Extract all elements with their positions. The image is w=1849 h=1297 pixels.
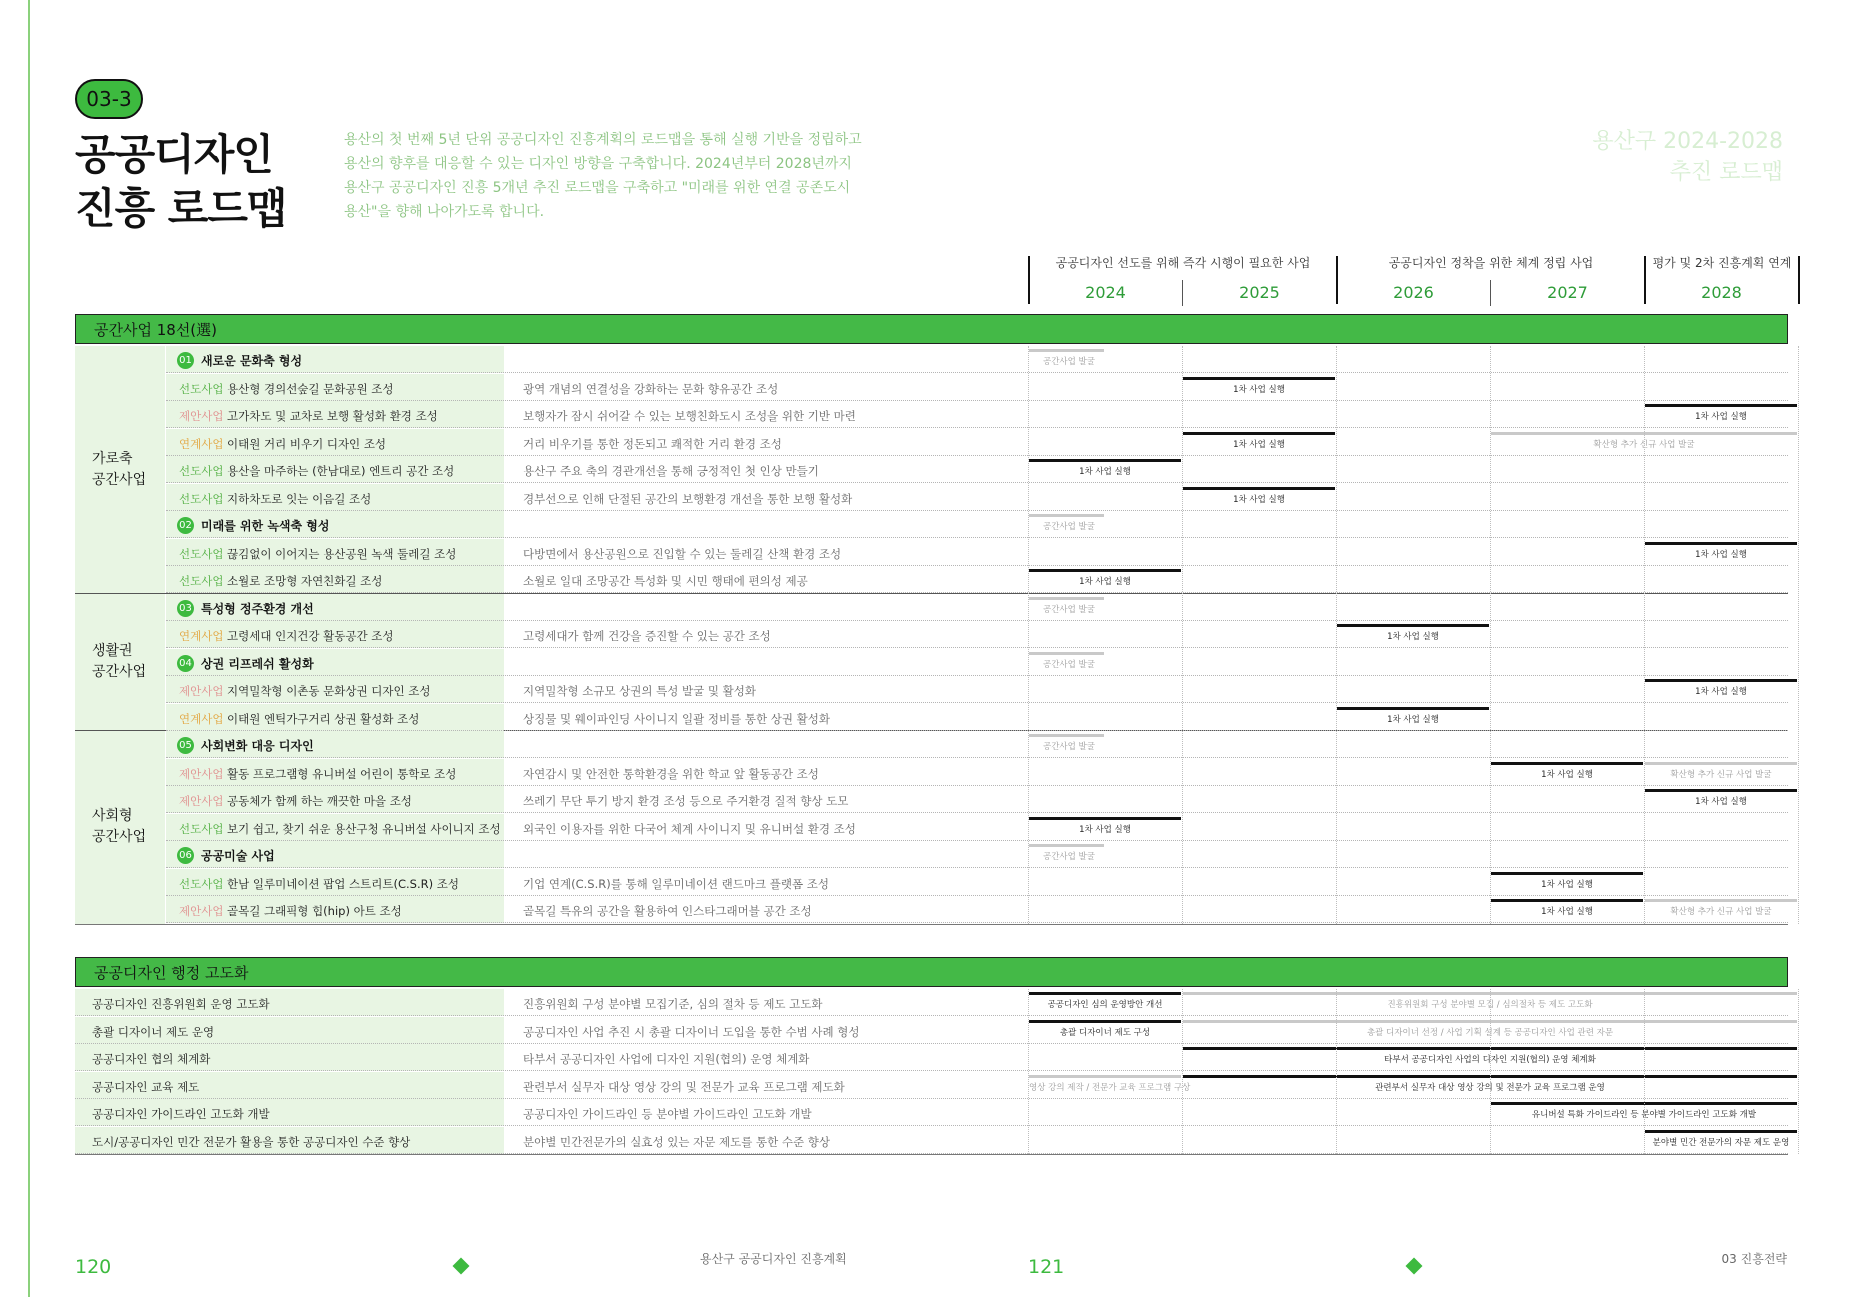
project-description: 용산구 주요 축의 경관개선을 통해 긍정적인 첫 인상 만들기 [523, 464, 819, 478]
group-label-line: 공간사업 [92, 829, 147, 846]
admin-item-name: 공공디자인 교육 제도 [92, 1079, 200, 1094]
timeline-bar [1029, 734, 1104, 737]
phase-divider [1798, 256, 1800, 304]
project-name: 한남 일루미네이션 팝업 스트리트(C.S.R) 조성 [227, 876, 459, 891]
year-grid-line [1028, 346, 1029, 924]
admin-item-description: 공공디자인 사업 추진 시 총괄 디자이너 도입을 통한 수범 사례 형성 [523, 1024, 860, 1039]
project-description: 자연감시 및 안전한 통학환경을 위한 학교 앞 활동공간 조성 [523, 766, 819, 781]
admin-item-name: 총괄 디자이너 제도 운영 [92, 1024, 215, 1039]
group-label-line: 사회형 [92, 808, 133, 825]
project-type: 선도사업 [179, 464, 224, 478]
admin-item-name: 공공디자인 가이드라인 고도화 개발 [92, 1107, 270, 1121]
project-type: 제안사업 [179, 904, 224, 918]
project-row [166, 401, 1788, 428]
year-grid-line [1336, 989, 1337, 1154]
category-row [166, 731, 1788, 758]
year-label: 2024 [1085, 283, 1126, 302]
timeline-bar [1029, 1020, 1181, 1023]
timeline-bar [1491, 762, 1643, 765]
category-row [166, 649, 1788, 676]
timeline-bar-label: 관련부서 실무자 대상 영상 강의 및 전문가 교육 프로그램 운영 [1375, 1082, 1605, 1093]
section-badge: 03-3 [75, 79, 143, 119]
year-grid-line [1182, 346, 1183, 924]
project-name: 고가차도 및 교차로 보행 활성화 환경 조성 [227, 409, 438, 423]
section-header-admin: 공공디자인 행정 고도화 [75, 957, 1788, 987]
group-label-text [92, 449, 146, 491]
project-type: 제안사업 [179, 794, 224, 808]
side-title-line: 추진 로드맵 [1669, 160, 1783, 185]
timeline-bar-label: 1차 사업 실행 [1541, 907, 1593, 917]
timeline-bar-label: 1차 사업 실행 [1233, 494, 1285, 505]
category-number: 05 [177, 737, 194, 754]
timeline-bar [1029, 817, 1181, 820]
year-grid-line [1798, 989, 1799, 1154]
timeline-bar-label: 총괄 디자이너 선정 / 사업 기획 설계 등 공공디자인 사업 관련 자문 [1366, 1027, 1614, 1038]
timeline-bar [1645, 899, 1797, 902]
project-description: 광역 개념의 연결성을 강화하는 문화 향유공간 조성 [523, 381, 779, 396]
section-header-spatial: 공간사업 18선(選) [75, 314, 1788, 344]
intro-line: 용산의 향후를 대응할 수 있는 디자인 방향을 구축합니다. 2024년부터 2028년까지 [344, 156, 852, 172]
admin-item-description: 분야별 민간전문가의 실효성 있는 자문 제도를 통한 수준 향상 [523, 1134, 830, 1149]
timeline-bar [1337, 624, 1489, 627]
timeline-bar-label: 1차 사업 실행 [1233, 439, 1285, 450]
timeline-bar-label: 1차 사업 실행 [1541, 879, 1593, 890]
timeline-bar-label: 총괄 디자이너 제도 구성 [1059, 1027, 1151, 1038]
project-description: 쓰레기 무단 투기 방지 환경 조성 등으로 주거환경 질적 향상 도모 [523, 794, 849, 808]
timeline-bar-label: 유니버설 특화 가이드라인 등 분야별 가이드라인 고도화 개발 [1531, 1110, 1757, 1120]
year-grid-line [1644, 989, 1645, 1154]
admin-item-description: 공공디자인 가이드라인 등 분야별 가이드라인 고도화 개발 [523, 1107, 812, 1121]
timeline-bar [1645, 404, 1797, 407]
group-label-line: 생활권 [92, 643, 133, 660]
year-label: 2027 [1547, 283, 1588, 302]
project-row [166, 814, 1788, 841]
project-name: 보기 쉽고, 찾기 쉬운 용산구청 유니버설 사이니지 조성 [227, 821, 501, 836]
project-description: 기업 연계(C.S.R)를 통해 일루미네이션 랜드마크 플랫폼 조성 [523, 876, 829, 891]
project-type: 선도사업 [179, 876, 224, 891]
category-number: 03 [177, 600, 194, 617]
timeline-bar [1183, 432, 1335, 435]
project-name: 활동 프로그램형 유니버설 어린이 통학로 조성 [227, 766, 457, 781]
intro-line: 용산구 공공디자인 진흥 5개년 추진 로드맵을 구축하고 "미래를 위한 연결 공존도시 [344, 180, 851, 196]
timeline-bar-label: 1차 사업 실행 [1695, 412, 1747, 422]
timeline-bar [1029, 514, 1104, 517]
group-label [75, 346, 165, 594]
timeline-bar-label: 1차 사업 실행 [1695, 687, 1747, 697]
timeline-bar-label: 확산형 추가 신규 사업 발굴 [1670, 907, 1772, 917]
group-label-text [92, 641, 146, 683]
phase-label: 공공디자인 정착을 위한 체계 정립 사업 [1388, 256, 1594, 270]
year-grid-line [1028, 989, 1029, 1154]
project-type: 선도사업 [179, 491, 224, 506]
admin-item-description: 타부서 공공디자인 사업에 디자인 지원(협의) 운영 체계화 [523, 1052, 810, 1066]
timeline-bar [1029, 459, 1181, 462]
project-type: 제안사업 [179, 684, 224, 698]
page-number-right: 121 [1028, 1256, 1065, 1278]
project-name: 골목길 그래픽형 힙(hip) 아트 조성 [227, 904, 402, 918]
project-description: 다방면에서 용산공원으로 진입할 수 있는 둘레길 산책 환경 조성 [523, 546, 842, 561]
project-name: 공동체가 함께 하는 깨끗한 마을 조성 [227, 794, 412, 808]
timeline-bar-label: 1차 사업 실행 [1387, 714, 1439, 725]
category-title: 특성형 정주환경 개선 [201, 601, 314, 616]
timeline-bar-label: 확산형 추가 신규 사업 발굴 [1670, 769, 1772, 780]
timeline-bar-label: 공공디자인 심의 운영방안 개선 [1047, 1000, 1163, 1010]
diamond-icon [453, 1258, 470, 1275]
footer-chapter: 03 진흥전략 [1721, 1252, 1787, 1266]
timeline-bar-label: 진흥위원회 구성 분야별 모집 / 심의절차 등 제도 고도화 [1387, 1000, 1593, 1010]
year-divider [1490, 280, 1491, 306]
intro-line: 용산"을 향해 나아가도록 합니다. [344, 204, 545, 220]
timeline-bar-label: 1차 사업 실행 [1387, 632, 1439, 642]
timeline-bar-label: 공간사업 발굴 [1043, 742, 1095, 752]
project-description: 경부선으로 인해 단절된 공간의 보행환경 개선을 통한 보행 활성화 [523, 491, 853, 506]
timeline-bar-label: 공간사업 발굴 [1043, 659, 1095, 670]
timeline-bar [1183, 377, 1335, 380]
project-type: 연계사업 [179, 629, 224, 643]
year-grid-line [1182, 989, 1183, 1154]
year-grid-line [1490, 989, 1491, 1154]
category-row [166, 346, 1788, 373]
timeline-bar-label: 1차 사업 실행 [1079, 467, 1131, 477]
timeline-bar-label: 타부서 공공디자인 사업의 디자인 지원(협의) 운영 체계화 [1384, 1055, 1596, 1065]
project-type: 선도사업 [179, 574, 224, 588]
project-name: 용산형 경의선숲길 문화공원 조성 [227, 381, 394, 396]
year-grid-line [1798, 346, 1799, 924]
project-description: 상징물 및 웨이파인딩 사이니지 일괄 정비를 통한 상권 활성화 [523, 711, 830, 726]
admin-item-name: 공공디자인 진흥위원회 운영 고도화 [92, 997, 270, 1011]
year-grid-line [1490, 346, 1491, 924]
project-row [166, 621, 1788, 648]
timeline-bar [1491, 899, 1643, 902]
side-title [1592, 126, 1783, 188]
side-title-line: 용산구 2024-2028 [1592, 129, 1783, 154]
timeline-bar [1645, 789, 1797, 792]
year-label: 2025 [1239, 283, 1280, 302]
timeline-bar [1029, 844, 1104, 847]
phase-label: 공공디자인 선도를 위해 즉각 시행이 필요한 사업 [1055, 256, 1311, 270]
group-label-text [92, 806, 146, 848]
timeline-bar [1029, 349, 1104, 352]
project-name: 이태원 엔틱가구거리 상권 활성화 조성 [227, 711, 420, 726]
category-number: 01 [177, 352, 194, 369]
category-title: 새로운 문화축 형성 [201, 354, 303, 368]
category-row [166, 511, 1788, 538]
category-number: 06 [177, 847, 194, 864]
project-type: 제안사업 [179, 409, 224, 423]
diamond-icon [1406, 1258, 1423, 1275]
timeline-bar [1029, 1075, 1181, 1078]
project-row [166, 484, 1788, 511]
group-label-line: 공간사업 [92, 471, 147, 488]
page-title-line-1: 공공디자인 [75, 130, 273, 179]
project-name: 이태원 거리 비우기 디자인 조성 [227, 436, 387, 451]
page-number-left: 120 [75, 1256, 112, 1278]
timeline-bar-label: 1차 사업 실행 [1695, 549, 1747, 560]
category-number: 02 [177, 517, 194, 534]
section-bottom-rule [75, 1154, 1788, 1155]
project-description: 보행자가 잠시 쉬어갈 수 있는 보행친화도시 조성을 위한 기반 마련 [523, 409, 856, 423]
page-title-line-2: 진흥 로드맵 [75, 184, 287, 233]
admin-item-name: 도시/공공디자인 민간 전문가 활용을 통한 공공디자인 수준 향상 [92, 1134, 411, 1149]
intro-text [344, 128, 864, 224]
project-name: 지하차도로 잇는 이음길 조성 [227, 491, 372, 506]
timeline-bar [1337, 707, 1489, 710]
project-type: 연계사업 [179, 436, 224, 451]
page-title [75, 128, 315, 236]
timeline-bar-label: 분야별 민간 전문가의 자문 제도 운영 [1652, 1137, 1790, 1148]
project-row [166, 566, 1788, 593]
footer-doc-title: 용산구 공공디자인 진흥계획 [700, 1252, 847, 1266]
project-type: 선도사업 [179, 381, 224, 396]
timeline-bar [1029, 569, 1181, 572]
timeline-bar-label: 1차 사업 실행 [1695, 797, 1747, 807]
timeline-bar [1029, 992, 1181, 995]
timeline-bar-label: 1차 사업 실행 [1233, 384, 1285, 395]
project-row [166, 704, 1788, 731]
timeline-bar [1645, 542, 1797, 545]
project-type: 선도사업 [179, 546, 224, 561]
year-label: 2028 [1701, 283, 1742, 302]
group-label [75, 594, 165, 732]
timeline-bar-label: 영상 강의 제작 / 전문가 교육 프로그램 구상 [1029, 1082, 1191, 1093]
group-label-line: 가로축 [92, 450, 133, 467]
timeline-bar-label: 확산형 추가 신규 사업 발굴 [1593, 439, 1695, 450]
project-type: 연계사업 [179, 711, 224, 726]
project-name: 지역밀착형 이촌동 문화상권 디자인 조성 [227, 684, 431, 698]
project-description: 거리 비우기를 통한 정돈되고 쾌적한 거리 환경 조성 [523, 436, 782, 451]
admin-item-name: 공공디자인 협의 체계화 [92, 1052, 211, 1066]
project-name: 용산을 마주하는 (한남대로) 엔트리 공간 조성 [227, 464, 455, 478]
category-number: 04 [177, 655, 194, 672]
category-title: 공공미술 사업 [201, 849, 275, 863]
project-type: 제안사업 [179, 766, 224, 781]
project-row [166, 676, 1788, 703]
project-description: 지역밀착형 소규모 상권의 특성 발굴 및 활성화 [523, 684, 757, 698]
timeline-bar-label: 공간사업 발굴 [1043, 357, 1095, 367]
timeline-bar-label: 1차 사업 실행 [1541, 769, 1593, 780]
timeline-bar [1029, 652, 1104, 655]
timeline-bar-label: 공간사업 발굴 [1043, 522, 1095, 532]
category-row [166, 594, 1788, 621]
project-name: 고령세대 인지건강 활동공간 조성 [227, 629, 394, 643]
phase-label: 평가 및 2차 진흥계획 연계 [1652, 256, 1792, 270]
project-name: 끊김없이 이어지는 용산공원 녹색 둘레길 조성 [227, 546, 457, 561]
category-title: 미래를 위한 녹색축 형성 [201, 519, 330, 533]
project-row [166, 786, 1788, 813]
group-label-line: 공간사업 [92, 664, 147, 681]
category-row [166, 841, 1788, 868]
intro-line: 용산의 첫 번째 5년 단위 공공디자인 진흥계획의 로드맵을 통해 실행 기반을 정립하고 [344, 132, 862, 148]
timeline-bar [1029, 597, 1104, 600]
project-row [166, 539, 1788, 566]
year-grid-line [1336, 346, 1337, 924]
project-row [166, 456, 1788, 483]
left-margin-rule [28, 0, 30, 1297]
category-title: 사회변화 대응 디자인 [201, 739, 314, 753]
timeline-bar-label: 공간사업 발굴 [1043, 604, 1095, 615]
project-type: 선도사업 [179, 821, 224, 836]
year-divider [1182, 280, 1183, 306]
admin-item-description: 진흥위원회 구성 분야별 모집기준, 심의 절차 등 제도 고도화 [523, 997, 823, 1011]
project-name: 소월로 조망형 자연친화길 조성 [227, 574, 383, 588]
project-description: 소월로 일대 조망공간 특성화 및 시민 행태에 편의성 제공 [523, 574, 808, 588]
timeline-bar [1491, 872, 1643, 875]
year-grid-line [1644, 346, 1645, 924]
admin-row [75, 1127, 1788, 1154]
group-label [75, 731, 165, 924]
timeline-bar [1183, 487, 1335, 490]
section-bottom-rule [75, 924, 1788, 925]
year-label: 2026 [1393, 283, 1434, 302]
category-title: 상권 리프레쉬 활성화 [201, 656, 314, 671]
project-row [166, 374, 1788, 401]
project-description: 고령세대가 함께 건강을 증진할 수 있는 공간 조성 [523, 629, 771, 643]
timeline-bar [1645, 762, 1797, 765]
admin-item-description: 관련부서 실무자 대상 영상 강의 및 전문가 교육 프로그램 제도화 [523, 1079, 845, 1094]
project-description: 외국인 이용자를 위한 다국어 체계 사이니지 및 유니버설 환경 조성 [523, 821, 856, 836]
project-description: 골목길 특유의 공간을 활용하여 인스타그래머블 공간 조성 [523, 904, 812, 918]
timeline-bar-label: 공간사업 발굴 [1043, 852, 1095, 862]
timeline-bar [1645, 1130, 1797, 1133]
timeline-bar [1645, 679, 1797, 682]
timeline-bar-label: 1차 사업 실행 [1079, 577, 1131, 587]
timeline-bar-label: 1차 사업 실행 [1079, 824, 1131, 835]
